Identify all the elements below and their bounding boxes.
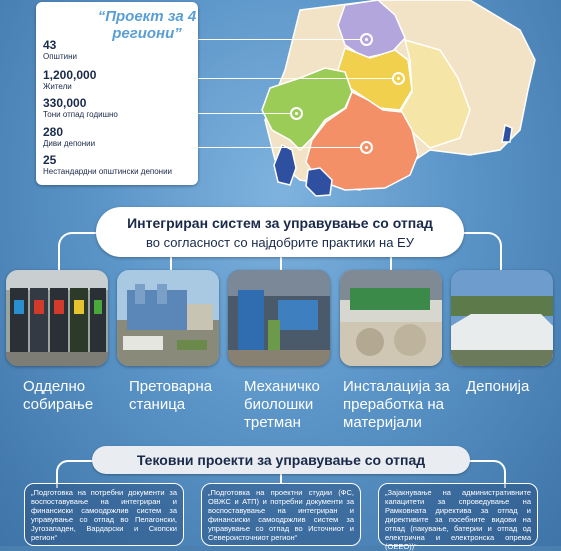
integrated-system-banner — [96, 207, 464, 257]
stats-box — [36, 2, 198, 185]
leader-line-4 — [198, 147, 360, 148]
map-pin-south-east — [360, 141, 373, 154]
caption-landfill — [466, 378, 529, 396]
leader-line-1 — [198, 39, 360, 40]
stat-label: Нестандардни општински депонии — [43, 167, 173, 176]
stat-municipalities — [43, 39, 77, 61]
caption-line: третман — [244, 414, 301, 431]
stat-label: Општини — [43, 52, 77, 61]
stat-value: 25 — [43, 153, 57, 167]
caption-line: Механичко — [244, 378, 320, 395]
stat-label: Диви депонии — [43, 139, 96, 148]
stat-value: 43 — [43, 38, 57, 52]
caption-line: Претоварна — [129, 378, 213, 395]
project-box-1: „Подготовка на потребни документи за воспоставување на интегриран и финансиски самоодржлив систем за управување со отпад во Пелагонски, Југозападен, Вардарски и Скопски регион“ — [24, 483, 184, 546]
caption-line: станица — [129, 396, 186, 413]
map-pin-north-east — [360, 33, 373, 46]
caption-line: собирање — [23, 396, 94, 413]
caption-transfer-station — [129, 378, 212, 414]
caption-line: материјали — [343, 414, 422, 431]
project-box-2: „Подготовка на проектни студии (ФС, ОВЖС и АТП) и потребни документи за воспоставување на интегриран и финансиски самоодржлив систем за управување со отпад во Источниот и Североисточниот регион“ — [201, 483, 361, 546]
photo-mbt — [228, 270, 330, 366]
project-box-3: „Зајакнување на административните капацитети за спроведување на Рамковната директива за отпад и директивите за посебните видови на отпад (пакување, батерии и отпад од електрична и електронска опрема (ОЕЕО))“ — [378, 483, 538, 546]
banner-subtitle: во согласност со најдобрите практики на ЕУ — [146, 235, 414, 250]
caption-mbt — [244, 378, 320, 432]
caption-line: биолошки — [244, 396, 314, 413]
stat-residents — [43, 69, 96, 91]
photo-materials-recovery — [340, 270, 442, 366]
map-pin-vardar — [392, 72, 405, 85]
caption-line: преработка на — [343, 396, 444, 413]
photo-landfill — [451, 270, 553, 366]
stat-waste — [43, 97, 118, 119]
photo-separate-collection — [6, 270, 108, 366]
current-projects-banner — [92, 446, 470, 474]
stat-value: 280 — [43, 125, 64, 139]
current-projects-title: Тековни проекти за управување со отпад — [136, 452, 426, 468]
map-pin-pelagonija — [290, 107, 303, 120]
leader-line-2 — [198, 78, 392, 79]
photo-transfer-station — [117, 270, 219, 366]
stat-value: 330,000 — [43, 96, 87, 110]
stat-landfills — [43, 154, 172, 176]
stat-label: Тони отпад годишно — [43, 110, 118, 119]
leader-line-3 — [198, 113, 290, 114]
banner-title: Интегриран систем за управување со отпад — [127, 215, 433, 231]
stats-title: “Проект за 4 региони” — [97, 8, 197, 42]
caption-line: Депонија — [466, 378, 530, 395]
stat-label: Жители — [43, 82, 72, 91]
stat-illegal-dumps — [43, 126, 95, 148]
caption-line: Инсталација за — [343, 378, 450, 395]
caption-separate-collection — [23, 378, 93, 414]
caption-materials-recovery — [343, 378, 450, 432]
caption-line: Одделно — [23, 378, 86, 395]
stat-value: 1,200,000 — [43, 68, 97, 82]
